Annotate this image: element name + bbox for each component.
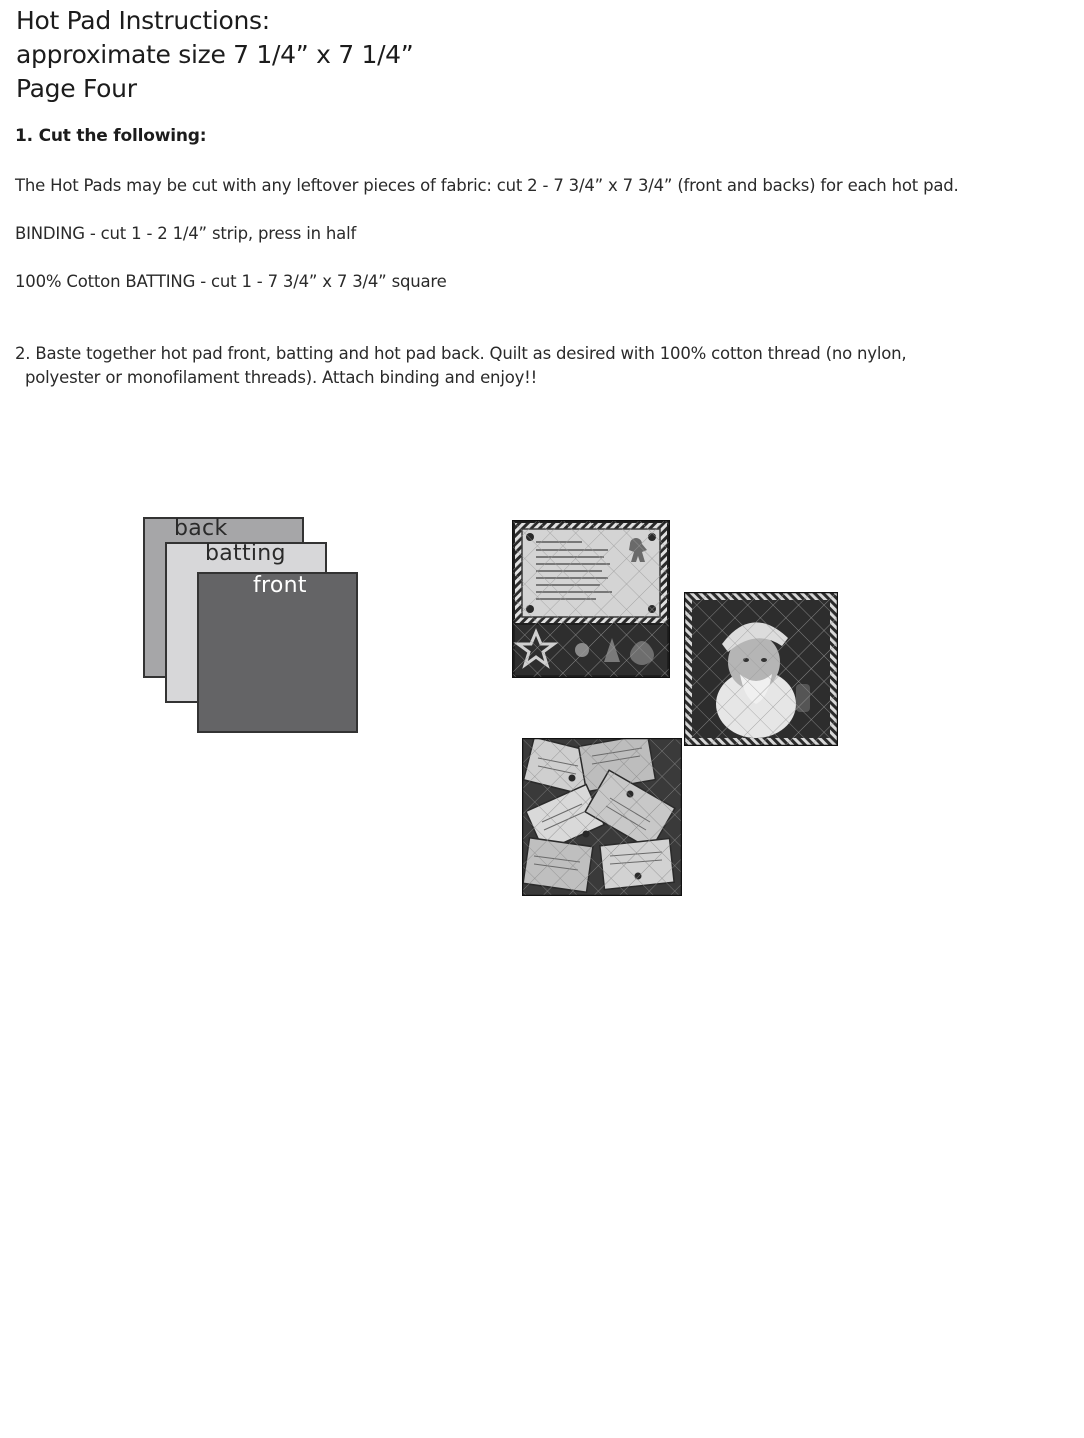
page-title: Hot Pad Instructions: xyxy=(16,6,270,35)
recipe-card-hot-pad-image xyxy=(512,520,670,678)
recipe-cards-hot-pad-image xyxy=(522,738,682,896)
fabric-cut-instruction: The Hot Pads may be cut with any leftover pieces of fabric: cut 2 - 7 3/4” x 7 3/4” (front and backs) for each hot pad. xyxy=(15,176,959,195)
page-number-heading: Page Four xyxy=(16,74,137,103)
step-1-title: 1. Cut the following: xyxy=(15,126,207,146)
batting-cut-instruction: 100% Cotton BATTING - cut 1 - 7 3/4” x 7 3/4” square xyxy=(15,272,447,291)
front-layer-label: front xyxy=(253,573,307,598)
step-2-line-2: polyester or monofilament threads). Attach binding and enjoy!! xyxy=(25,368,537,387)
binding-cut-instruction: BINDING - cut 1 - 2 1/4” strip, press in half xyxy=(15,224,357,243)
santa-hot-pad-image xyxy=(684,592,838,746)
batting-layer-label: batting xyxy=(205,541,286,566)
back-layer-label: back xyxy=(174,516,228,541)
size-subtitle: approximate size 7 1/4” x 7 1/4” xyxy=(16,40,414,69)
step-2-line-1: 2. Baste together hot pad front, batting and hot pad back. Quilt as desired with 100% cotton thread (no nylon, xyxy=(15,344,907,363)
